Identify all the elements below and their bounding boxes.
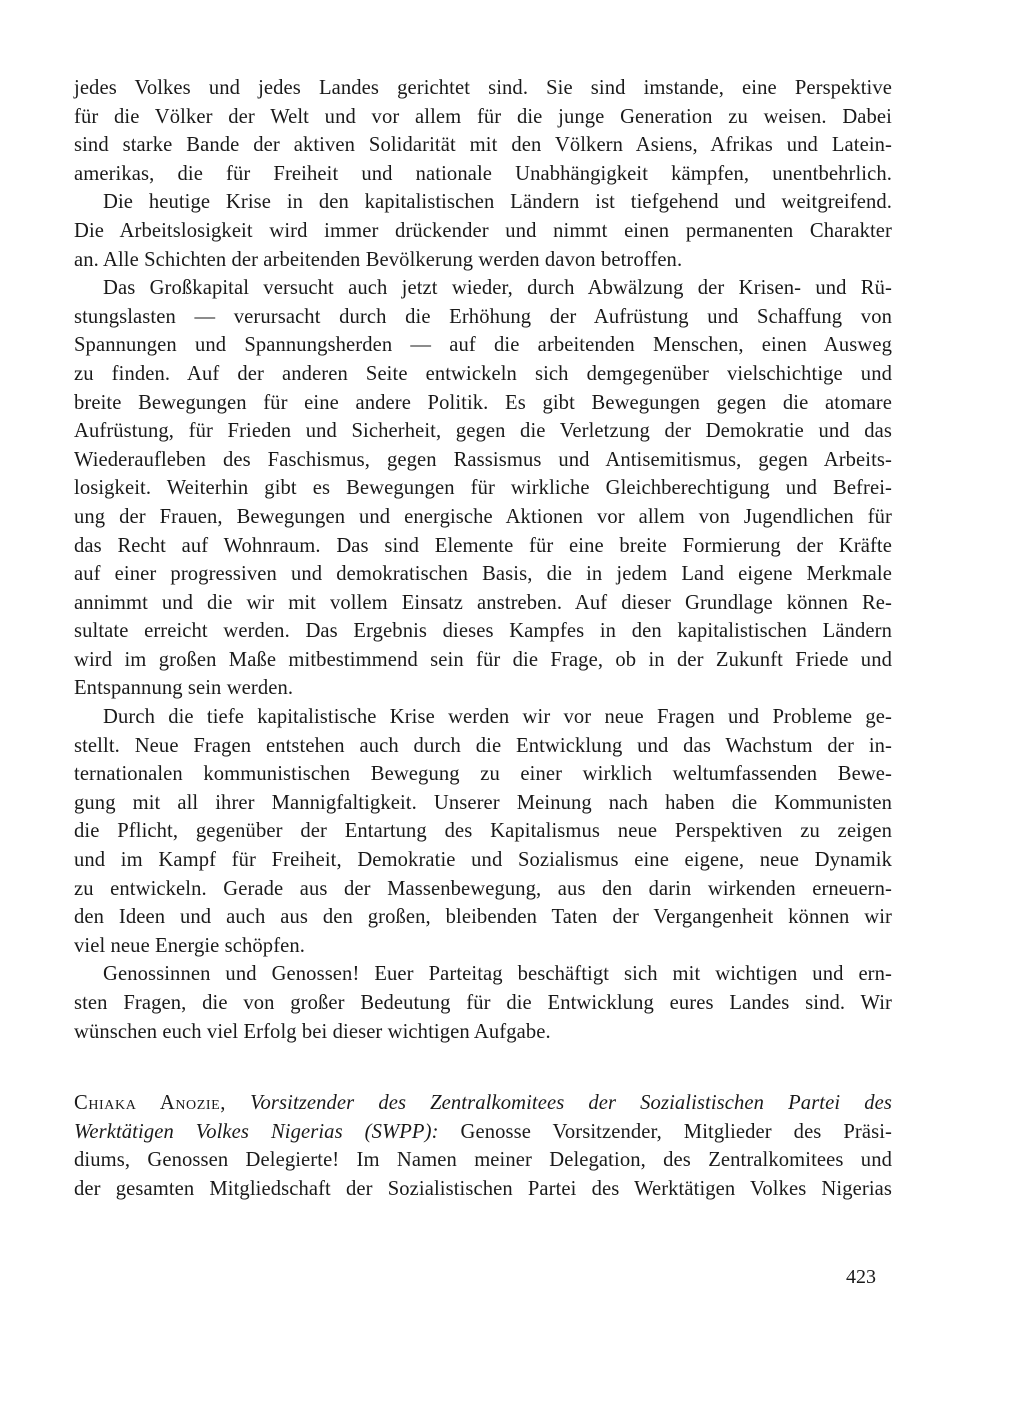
text-line: zu finden. Auf der anderen Seite entwickeln sich demgegenüber vielschichtige und xyxy=(74,362,892,385)
paragraph-1 xyxy=(74,74,892,188)
text-line: diums, Genossen Delegierte! Im Namen meiner Delegation, des Zentralkomitees und xyxy=(74,1149,892,1172)
text-line: Das Großkapital versucht auch jetzt wieder, durch Abwälzung der Krisen- und Rü- xyxy=(103,277,892,300)
text-line: Die heutige Krise in den kapitalistischen Ländern ist tiefgehend und weitgreifend. xyxy=(103,191,892,214)
text-line: amerikas, die für Freiheit und nationale Unabhängigkeit kämpfen, unentbehrlich. xyxy=(74,162,892,185)
speaker-name: Chiaka Anozie, xyxy=(74,1092,227,1115)
text-line: die Pflicht, gegenüber der Entartung des Kapitalismus neue Perspektiven zu zeigen xyxy=(74,820,892,843)
text-line: Genossinnen und Genossen! Euer Parteitag beschäftigt sich mit wichtigen und ern- xyxy=(103,963,892,986)
text-line: ung der Frauen, Bewegungen und energische Aktionen vor allem von Jugendlichen für xyxy=(74,505,892,528)
page-number: 423 xyxy=(846,1266,876,1288)
text-line: losigkeit. Weiterhin gibt es Bewegungen für wirkliche Gleichberechtigung und Befrei- xyxy=(74,477,892,500)
text-line: sind starke Bande der aktiven Solidarität mit den Völkern Asiens, Afrikas und Latein- xyxy=(74,134,892,157)
text-line: Entspannung sein werden. xyxy=(74,677,294,700)
text-line: viel neue Energie schöpfen. xyxy=(74,934,306,957)
body-text xyxy=(74,74,892,1204)
text-line: der gesamten Mitgliedschaft der Sozialistischen Partei des Werktätigen Volkes Nigerias xyxy=(74,1177,892,1200)
text-line: und im Kampf für Freiheit, Demokratie und Sozialismus eine eigene, neue Dynamik xyxy=(74,849,892,872)
paragraph-5 xyxy=(74,960,892,1046)
text-line: Durch die tiefe kapitalistische Krise werden wir vor neue Fragen und Probleme ge- xyxy=(103,706,892,729)
text-line: Aufrüstung, für Frieden und Sicherheit, gegen die Verletzung der Demokratie und das xyxy=(74,420,892,443)
text-line: ternationalen kommunistischen Bewegung zu einer wirklich weltumfassenden Bewe- xyxy=(74,763,892,786)
paragraph-4 xyxy=(74,703,892,960)
text-line: wird im großen Maße mitbestimmend sein für die Frage, ob in der Zukunft Friede und xyxy=(74,648,892,671)
text-line: auf einer progressiven und demokratischen Basis, die in jedem Land eigene Merkmale xyxy=(74,563,892,586)
speaker-role: Vorsitzender des Zentralkomitees der Sozialistischen Partei des xyxy=(250,1092,892,1115)
text-line: stungslasten — verursacht durch die Erhöhung der Aufrüstung und Schaffung von xyxy=(74,305,892,328)
text-line: zu entwickeln. Gerade aus der Massenbewegung, aus den darin wirkenden erneuern- xyxy=(74,877,892,900)
text-line: Die Arbeitslosigkeit wird immer drückender und nimmt einen permanenten Charakter xyxy=(74,219,892,242)
speaker-role-continued: Werktätigen Volkes Nigerias (SWPP): xyxy=(74,1120,439,1143)
text-line: gung mit all ihrer Mannigfaltigkeit. Unserer Meinung nach haben die Kommunisten xyxy=(74,791,892,814)
speaker-role-line xyxy=(74,1118,892,1147)
text-line: sten Fragen, die von großer Bedeutung für die Entwicklung eures Landes sind. Wir xyxy=(74,992,892,1014)
text-line: breite Bewegungen für eine andere Politik. Es gibt Bewegungen gegen die atomare xyxy=(74,391,892,414)
text-line: stellt. Neue Fragen entstehen auch durch die Entwicklung und das Wachstum der in- xyxy=(74,734,892,757)
text-line: für die Völker der Welt und vor allem für die junge Generation zu weisen. Dabei xyxy=(74,105,892,128)
text-line: wünschen euch viel Erfolg bei dieser wichtigen Aufgabe. xyxy=(74,1020,551,1043)
paragraph-2 xyxy=(74,188,892,274)
speaker-section xyxy=(74,1089,892,1203)
text-line: Spannungen und Spannungsherden — auf die arbeitenden Menschen, einen Ausweg xyxy=(74,334,892,357)
paragraph-3 xyxy=(74,274,892,703)
text-line: Wiederaufleben des Faschismus, gegen Rassismus und Antisemitismus, gegen Arbeits- xyxy=(74,448,892,471)
text-line: sultate erreicht werden. Das Ergebnis dieses Kampfes in den kapitalistischen Ländern xyxy=(74,620,892,643)
text-line: das Recht auf Wohnraum. Das sind Elemente für eine breite Formierung der Kräfte xyxy=(74,534,892,557)
text-line: jedes Volkes und jedes Landes gerichtet sind. Sie sind imstande, eine Perspektive xyxy=(74,77,892,99)
speech-text: Genosse Vorsitzender, Mitglieder des Präsi- xyxy=(460,1120,893,1143)
text-line: an. Alle Schichten der arbeitenden Bevölkerung werden davon betroffen. xyxy=(74,248,683,271)
text-line: annimmt und die wir mit vollem Einsatz anstreben. Auf dieser Grundlage können Re- xyxy=(74,591,892,614)
text-line: den Ideen und auch aus den großen, bleibenden Taten der Vergangenheit können wir xyxy=(74,906,892,929)
speaker-heading-line xyxy=(74,1089,892,1118)
